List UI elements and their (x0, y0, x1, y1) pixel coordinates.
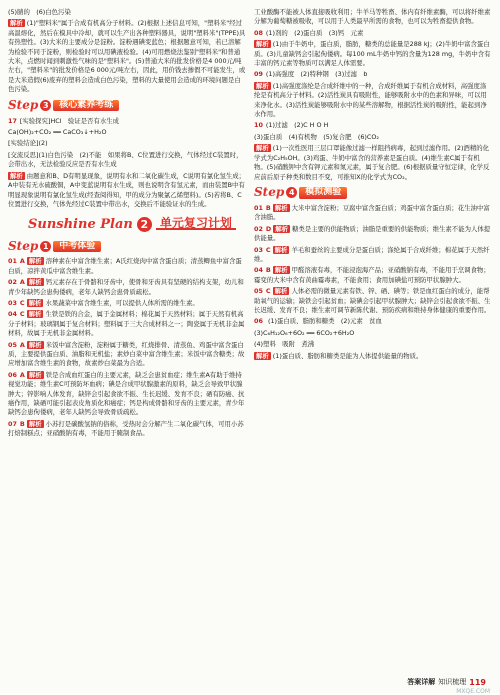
question-09 (254, 70, 492, 79)
answer-choice: C (265, 287, 271, 296)
analysis-text: 水果蔬菜中富含维生素，可以提供人体所需的维生素。 (45, 298, 199, 307)
question-17 (8, 117, 246, 126)
equation-line: Ca(OH)₂+CO₂ ══ CaCO₃↓+H₂O (8, 128, 107, 137)
analysis-text: 溶种素在中富含维生素；A氏红烧肉中富含蛋白质；清蒸鲫鱼中富含蛋白质，凉拌黄瓜中富含维生素。 (8, 257, 242, 275)
question-number: 04 (254, 266, 263, 275)
answer-text: (1)高强度 (2)特种钢 (3)过滤 b (265, 70, 368, 79)
analysis-text: 糖类是主要的供能物质；油脂是重要的供能物质；维生素不能为人体提供能量。 (254, 224, 491, 243)
step-number: 3 (40, 100, 51, 111)
plan-word: Sunshine Plan (28, 216, 133, 232)
analysis-text: 大米中富含淀粉；豆腐中富含蛋白质；鸡蛋中富含蛋白质；花生油中富含油脂。 (254, 203, 490, 222)
page-number: 119 (469, 677, 486, 687)
plan-title: 单元复习计划 (156, 219, 236, 230)
left-column (8, 8, 246, 441)
question-number: 10 (254, 121, 263, 130)
answer-line: [交流反思](1)白色污染 (2)不能 如果将B、C位置进行交换，气体经过C装置时，会带出水，无法检验反应是否有水生成 (8, 150, 243, 169)
answer-item (8, 310, 246, 338)
analysis-paragraph (254, 352, 492, 361)
analysis-text: (1)由于牛奶中，蛋白质，脂肪，糖类的总能量是288 kJ；(2)牛奶中富含蛋白质。(3)儿童缺钙会引起佝偻病。每100 mL牛奶中钙的含量为128 mg，牛奶中含有丰富的钙元素等物质可以满足人体需要。 (254, 40, 491, 68)
analysis-text: (1)高强度涤纶是合成纤维中的一种，合成纤维属于有机合成材料，高强度涤纶是有机高分子材料。(2)活性炭具有吸附性，能够吸附水中的色素和异味，可以用来净化水。(3)活性炭能够吸附水中的某些溶解物，根据活性炭的吸附性，能起到净水作用。 (254, 81, 487, 119)
analysis-text: 铁是合成血红蛋白的主要元素，缺乏会患贫血症；维生素A有助于维持视觉功能；维生素C可预防坏血病；碘是合成甲状腺激素的原料，缺乏会导致甲状腺肿大；锌影响人体发育，缺锌会引起食欲不振、生长迟缓、发育不良；硒有防癌、抗癌作用，缺硒可能引起表皮角质化和癌症；钙是构成骨骼和牙齿的主要元素，青少年缺钙会患佝偻病，老年人缺钙会导致骨质疏松。 (8, 370, 245, 417)
question-number: 03 (254, 245, 263, 254)
question-number: 02 (254, 224, 263, 233)
answer-choice: A (19, 257, 25, 266)
answer-text: (1)过滤 (2)C H O H (265, 121, 329, 130)
analysis-label: 解析 (28, 257, 42, 266)
answer-item (254, 287, 492, 315)
analysis-paragraph (8, 172, 246, 210)
analysis-label: 解析 (28, 278, 42, 287)
step-heading (8, 239, 246, 253)
answer-item (254, 225, 492, 244)
equation-line: (3)C₆H₁₂O₆+6O₂ ══ 6CO₂+6H₂O (254, 328, 355, 337)
question-08 (254, 29, 492, 38)
question-10 (254, 121, 492, 130)
analysis-text: 工业酸酶不能被人体直接吸收利用；牛羊马等牲畜、体内有纤维素酶，可以将纤维素分解为葡萄糖被吸收，可以用于人类最早所需的食物，也可以为牲畜提供食物。 (254, 8, 491, 26)
answer-choice: C (265, 245, 271, 254)
question-number: 08 (254, 28, 263, 37)
step-heading (254, 186, 492, 200)
analysis-label: 解析 (275, 224, 289, 233)
analysis-text: (1)蛋白质、脂肪和糖类 (2)元素 贫血 (267, 317, 382, 326)
answer-item (8, 278, 246, 297)
analysis-text: 生铁是铁的合金，属于金属材料；棉花属于天然材料；属于天然有机高分子材料；玻璃钢属于复合材料；塑料属于三大合成材料之一；陶瓷属于无机非金属材料，故属于无机非金属材料。 (8, 310, 245, 338)
answer-text: [实验探究]HCl 验证是否有水生成 (19, 116, 120, 125)
answer-choice: B (265, 203, 271, 212)
answer-line: (3)蛋白质 (4)有机物 (5)复合肥 (6)CO₂ (254, 132, 379, 141)
answer-item (8, 420, 246, 439)
answer-list (254, 204, 492, 327)
question-number: 03 (8, 298, 17, 307)
answer-choice: B (265, 266, 271, 275)
plan-heading (28, 215, 246, 233)
analysis-text: 羊毛和蚕丝的主要成分是蛋白质；涤纶属于合成纤维；棉花属于天然纤维。 (254, 245, 490, 263)
footer-label: 答案详解 (407, 678, 436, 686)
analysis-label: 解析 (10, 19, 23, 28)
analysis-label: 解析 (256, 144, 269, 153)
analysis-label: 解析 (256, 81, 269, 90)
question-number: 09 (254, 70, 263, 79)
analysis-paragraph (254, 144, 492, 182)
watermark: MXQE.COM (456, 688, 490, 695)
analysis-text: (1)一次性医用三层口罩能像过滤一样阻挡病毒，起到过滤作用。(2)酒精的化学式为C₂H₅OH。(3)鸡蛋、牛奶中富含的营养素是蛋白质。(4)维生素C属于有机物。(5)硝酸钾中含有钾元素和氮元素，属于复合肥。(6)根据质量守恒定律，化学反应前后原子种类和数目不变，可推知X的化学式为CO₂。 (254, 144, 490, 181)
analysis-text: 由题意和B、D有明显现象，说明有水和二氧化碳生成，C说明有氯化氢生成；A中装有无水硫酸铜，A中变蓝说明有水生成，则也说明含有氢元素，而由装置B中有明显现象说明有氯化氢生成(经查阅得知，甲的成分为聚氯乙烯塑料)。(5)若将B、C位置进行交换，气体先经过C装置中带出水，交换后不能验证水的生成。 (8, 171, 246, 208)
answer-item (8, 299, 246, 308)
question-number: 06 (8, 370, 17, 379)
plan-number: 2 (137, 217, 152, 232)
answer-item (254, 204, 492, 223)
analysis-text: 甲醛溶液有毒，不能浸泡海产品；亚硝酸钠有毒，不能用于烹调食物；霉变的大米中含有黄曲霉毒素，不能食用；食用加碘盐可预防甲状腺肿大。 (254, 266, 490, 284)
step-number: 1 (40, 241, 51, 252)
answer-item (8, 257, 246, 276)
step-title: 核心素养考练 (53, 100, 119, 111)
analysis-text: 米饭中富含淀粉，淀粉属于糖类，红烧排骨、清蒸鱼、鸡蛋中富含蛋白质，主要提供蛋白质、油脂和无机盐；素炒白菜中富含维生素；米饭中富含糖类；故应增加富含维生素的食物，故素炒白菜最为合适。 (8, 340, 245, 368)
question-number: 01 (254, 203, 263, 212)
analysis-label: 解析 (28, 340, 42, 349)
answer-choice: A (19, 278, 25, 287)
question-number: 05 (254, 287, 263, 296)
answer-item (8, 341, 246, 369)
answer-choice: A (19, 340, 25, 349)
question-number: 01 (8, 257, 17, 266)
analysis-paragraph (254, 40, 492, 68)
step-word: Step (254, 185, 285, 200)
analysis-label: 解析 (28, 419, 42, 428)
analysis-label: 解析 (274, 203, 288, 212)
step-title: 中考体验 (53, 241, 101, 252)
answer-item (254, 246, 492, 265)
question-number: 05 (8, 340, 17, 349)
answer-line: [实验结论](2) (8, 139, 48, 148)
answer-item (254, 266, 492, 285)
analysis-text: 钙元素存在于骨骼和牙齿中，使骨和牙齿具有坚硬的结构支架，幼儿和青少年缺钙会患佝偻病，老年人缺钙会患骨质疏松。 (8, 278, 244, 296)
question-number: 02 (8, 278, 17, 287)
analysis-label: 解析 (28, 370, 42, 379)
answer-line: (4)塑料 吸附 煮沸 (254, 340, 315, 349)
analysis-paragraph (8, 19, 246, 94)
answer-choice: D (265, 224, 272, 233)
answer-choice: C (19, 298, 25, 307)
question-number: 04 (8, 310, 17, 319)
question-number: 06 (254, 317, 263, 326)
answer-text: (1)剂的 (2)蛋白质 (3)钙 元素 (265, 28, 364, 37)
analysis-text: 人体必需的微量元素有铁、锌、硒、碘等；铁是血红蛋白的成分，能帮助氧气的运输；缺铁会引起贫血；缺碘会引起甲状腺肿大；缺锌会引起食欲不振、生长迟缓、发育不良；维生素可调节新陈代谢、预防疾病和维持身体健康的重要作用。 (254, 287, 491, 314)
analysis-text: (1)蛋白质、脂肪和糖类是能为人体提供能量的物质。 (272, 351, 423, 360)
question-number: 17 (8, 116, 17, 125)
step-word: Step (8, 238, 39, 253)
analysis-label: 解析 (274, 287, 288, 296)
page-footer (407, 677, 486, 687)
analysis-label: 解析 (256, 351, 269, 360)
analysis-label: 解析 (256, 40, 269, 49)
answer-line: (5)腈的 (6)白色污染 (8, 8, 71, 16)
analysis-label: 解析 (28, 298, 42, 307)
analysis-label: 解析 (274, 245, 288, 254)
answer-choice: A (19, 370, 25, 379)
step-title: 模拟测验 (299, 187, 347, 198)
analysis-text: 小苏打是碳酸氢钠的俗称，受热时会分解产生二氧化碳气体，可用小苏打焙制糕点；亚硝酸钠有毒，不能用于腌制食品。 (8, 419, 244, 438)
right-column (254, 8, 492, 363)
step-heading (8, 99, 246, 113)
answer-item (8, 371, 246, 418)
answer-item (254, 317, 492, 326)
answer-choice: C (19, 310, 25, 319)
analysis-paragraph (254, 82, 492, 120)
analysis-text: (1)"塑料米"属于合成有机高分子材料。(2)根据上述信息可知，"塑料米"经过高温熔化，然后在模具中冷却，就可以生产出各种塑料器具，说明"塑料米"(TPPE)具有热塑性。(3)大米的主要成分是淀粉。淀粉遇碘变蓝色；根据题意可知，若已溶解为检验不同于淀粉，则检验时可以用碘液检验。(4)可用燃烧法鉴别"塑料米"和普通大米，点燃时闻到刺激性气味的是"塑料米"。(5)普通大米的批发价格是4 000元/吨左右，"塑料米"的批发价格是6 000元/吨左右，因此，用价钱去掺假不可能发生，或是大米造假(6)废弃的塑料会造成白色污染，塑料的大量使用会造成的环境问题是白色污染。 (8, 19, 246, 94)
step-number: 4 (286, 187, 297, 198)
analysis-label: 解析 (10, 171, 23, 180)
answer-choice: B (19, 419, 25, 428)
step-word: Step (8, 97, 39, 112)
footer-sub: 知识梳理 (438, 678, 467, 686)
question-number: 07 (8, 419, 17, 428)
answer-list (8, 257, 246, 438)
analysis-label: 解析 (28, 310, 42, 319)
analysis-label: 解析 (274, 266, 288, 275)
